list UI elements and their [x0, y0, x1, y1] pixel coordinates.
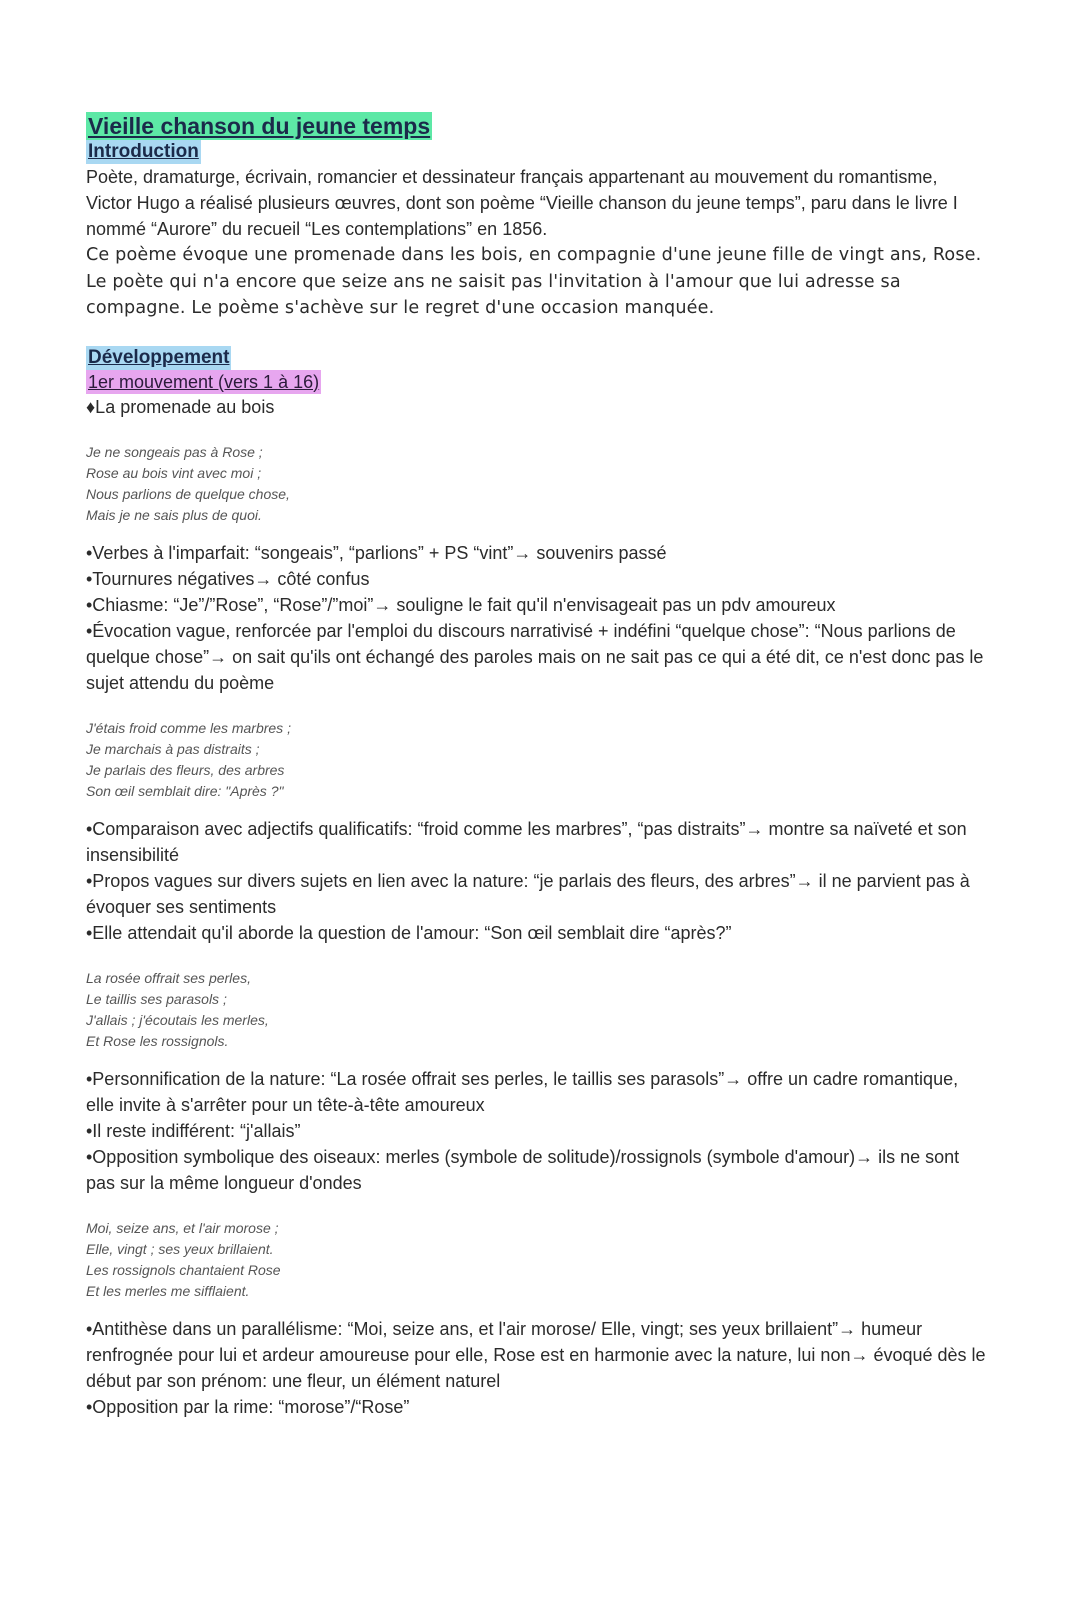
- stanza-1: [86, 442, 986, 526]
- stanza-3: [86, 968, 986, 1052]
- document-title: Vieille chanson du jeune temps: [88, 113, 431, 139]
- verse-line: Les rossignols chantaient Rose: [86, 1261, 281, 1278]
- note-item: •Elle attendait qu'il aborde la question de l'amour: “Son œil semblait dire “après?”: [86, 922, 732, 943]
- intro-paragraph-2: Ce poème évoque une promenade dans les bois, en compagnie d'une jeune fille de vingt ans, Rose. Le poète qui n'a encore que seize ans ne saisit pas l'invitation à l'amour que lui adresse sa compagne. Le poème s'achève sur le regret d'une occasion manquée.: [86, 245, 982, 318]
- analysis-notes-2: [86, 816, 986, 946]
- analysis-notes-3: [86, 1066, 986, 1196]
- verse-line: Mais je ne sais plus de quoi.: [86, 506, 262, 523]
- note-item: •Tournures négatives→ côté confus: [86, 568, 370, 589]
- analysis-notes-4: [86, 1316, 986, 1420]
- verse-line: Son œil semblait dire: "Après ?": [86, 782, 284, 799]
- verse-line: Moi, seize ans, et l'air morose ;: [86, 1219, 279, 1236]
- verse-line: Et les merles me sifflaient.: [86, 1282, 250, 1299]
- verse-line: Je parlais des fleurs, des arbres: [86, 761, 285, 778]
- note-item: •Opposition symbolique des oiseaux: merles (symbole de solitude)/rossignols (symbole d'amour)→ ils ne sont pas sur la même longueur d'ondes: [86, 1146, 960, 1193]
- intro-paragraph-1: Poète, dramaturge, écrivain, romancier et dessinateur français appartenant au mouvement du romantisme, Victor Hugo a réalisé plusieurs œuvres, dont son poème “Vieille chanson du jeune temps”, paru dans le livre I nommé “Aurore” du recueil “Les contemplations” en 1856.: [86, 167, 958, 239]
- verse-line: Le taillis ses parasols ;: [86, 990, 227, 1007]
- note-item: •Propos vagues sur divers sujets en lien avec la nature: “je parlais des fleurs, des arbres”→ il ne parvient pas à évoquer ses sentiments: [86, 870, 970, 917]
- document-content: [86, 112, 986, 1420]
- verse-line: Je ne songeais pas à Rose ;: [86, 443, 263, 460]
- stanza-4: [86, 1218, 986, 1302]
- analysis-notes-1: [86, 540, 986, 696]
- note-item: •Il reste indifférent: “j'allais”: [86, 1120, 301, 1141]
- development-heading: Développement: [88, 346, 230, 368]
- verse-line: Elle, vingt ; ses yeux brillaient.: [86, 1240, 274, 1257]
- note-item: •Personnification de la nature: “La rosée offrait ses perles, le taillis ses parasols”→ offre un cadre romantique, elle invite à s'arrêter pour un tête-à-tête amoureux: [86, 1068, 959, 1115]
- note-item: •Opposition par la rime: “morose”/“Rose”: [86, 1396, 410, 1417]
- note-item: •Antithèse dans un parallélisme: “Moi, seize ans, et l'air morose/ Elle, vingt; ses yeux brillaient”→ humeur renfrognée pour lui et ardeur amoureuse pour elle, Rose est en harmonie avec la nature, lui non→ évoqué dès le début par son prénom: une fleur, un élément naturel: [86, 1318, 986, 1391]
- note-item: •Chiasme: “Je”/”Rose”, “Rose”/”moi”→ souligne le fait qu'il n'envisageait pas un pdv amoureux: [86, 594, 836, 615]
- note-item: •Verbes à l'imparfait: “songeais”, “parlions” + PS “vint”→ souvenirs passé: [86, 542, 667, 563]
- verse-line: J'allais ; j'écoutais les merles,: [86, 1011, 269, 1028]
- verse-line: La rosée offrait ses perles,: [86, 969, 251, 986]
- introduction-heading: Introduction: [88, 141, 199, 162]
- note-item: •Comparaison avec adjectifs qualificatifs: “froid comme les marbres”, “pas distraits”→ montre sa naïveté et son insensibilité: [86, 818, 967, 865]
- stanza-2: [86, 718, 986, 802]
- note-item: •Évocation vague, renforcée par l'emploi du discours narrativisé + indéfini “quelque chose”: “Nous parlions de quelque chose”→ on sait qu'ils ont échangé des paroles mais on ne sait pas ce qui a été dit, ce n'est donc pas le sujet attendu du poème: [86, 620, 984, 693]
- verse-line: Je marchais à pas distraits ;: [86, 740, 260, 757]
- verse-line: Nous parlions de quelque chose,: [86, 485, 290, 502]
- verse-line: Rose au bois vint avec moi ;: [86, 464, 262, 481]
- verse-line: J'étais froid comme les marbres ;: [86, 719, 291, 736]
- movement-heading: 1er mouvement (vers 1 à 16): [88, 371, 320, 392]
- verse-line: Et Rose les rossignols.: [86, 1032, 229, 1049]
- section-subtitle: ♦La promenade au bois: [86, 396, 275, 417]
